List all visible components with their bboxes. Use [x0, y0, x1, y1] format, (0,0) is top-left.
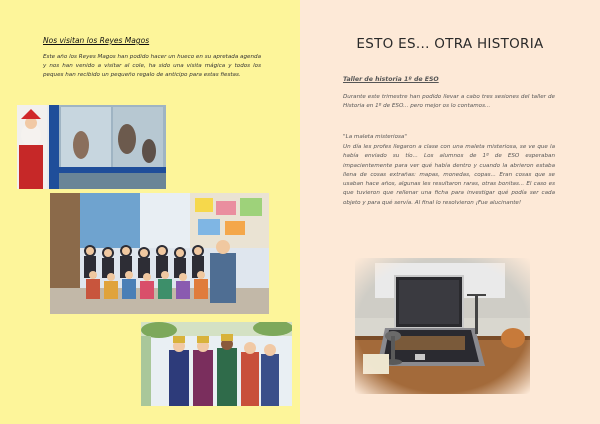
- left-page-body: Este año los Reyes Magos han podido hacer un hueco en su apretada agenda y nos han venido a visitar al cole, ha sido una visita mágica y todos los peques han recibido un pequeño regalo de anticipo para estas fiestas.: [43, 54, 261, 79]
- mysterious-suitcase-photo: [355, 258, 530, 394]
- kings-at-window-photo: [17, 105, 166, 189]
- left-page-title: Nos visitan los Reyes Magos: [43, 36, 150, 45]
- right-page-title: ESTO ES... OTRA HISTORIA: [356, 36, 544, 52]
- children-group-photo: [50, 193, 269, 314]
- right-page-story: Un día les profes llegaron a clase con una maleta misteriosa, se ve que la había enviado su tío... Los alumnos de 1º de ESO esperaban impacientemente para ver qué había dentro y cuando la abrieron estaba llena de cosas extrañas: mapas, monedas, copas... Eran cosas que se usaban hace años, algunas les resultaron raras, otras bonitas... El caso es que tuvieron que rellenar una ficha para investigar qué podía ser cada objeto y para qué servía. Al final lo resolvieron ¡Fue alucinante!: [343, 144, 555, 206]
- right-page-intro: Durante este trimestre han podido llevar a cabo tres sesiones del taller de Historia en 1º de ESO... pero mejor os lo contamos...: [343, 94, 555, 110]
- right-page-subtitle: Taller de historia 1º de ESO: [343, 76, 439, 83]
- quote-title: "La maleta misteriosa": [343, 134, 407, 140]
- kings-costumes-photo: [141, 322, 292, 406]
